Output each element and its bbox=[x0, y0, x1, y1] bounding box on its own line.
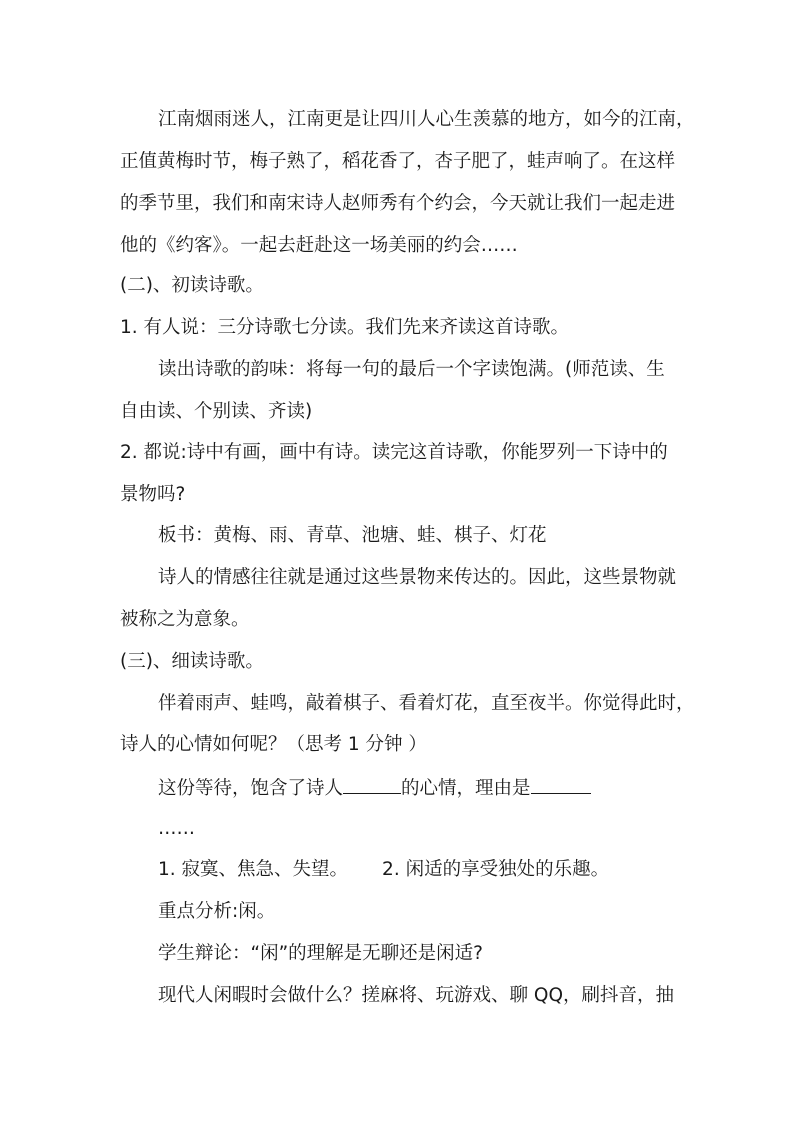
paragraph-line: 诗人的情感往往就是通过这些景物来传达的。因此，这些景物就 bbox=[158, 567, 677, 588]
section-heading: (二)、初读诗歌。 bbox=[120, 275, 264, 296]
fill-in-blank bbox=[343, 775, 401, 794]
paragraph-line: 他的《约客》。一起去赶赴这一场美丽的约会…… bbox=[120, 235, 518, 256]
paragraph-line: 1. 有人说：三分诗歌七分读。我们先来齐读这首诗歌。 bbox=[120, 317, 570, 338]
fill-in-text-1: 这份等待，饱含了诗人 bbox=[158, 778, 344, 799]
fill-in-text-2: 的心情，理由是 bbox=[401, 778, 531, 799]
paragraph-line: 现代人闲暇时会做什么？搓麻将、玩游戏、聊 QQ，刷抖音，抽 bbox=[158, 985, 675, 1006]
paragraph-line: 景物吗? bbox=[120, 484, 186, 505]
paragraph-line: 自由读、个别读、齐读) bbox=[120, 401, 313, 422]
paragraph-line: 江南烟雨迷人，江南更是让四川人心生羡慕的地方，如今的江南， bbox=[158, 109, 695, 130]
fill-in-blank bbox=[531, 775, 591, 794]
options-line bbox=[158, 858, 609, 882]
paragraph-line: 板书：黄梅、雨、青草、池塘、蛙、棋子、灯花 bbox=[158, 525, 547, 546]
option-2: 2. 闲适的享受独处的乐趣。 bbox=[382, 859, 610, 880]
paragraph-line: 读出诗歌的韵味：将每一句的最后一个字读饱满。(师范读、生 bbox=[158, 359, 665, 380]
paragraph-line: 的季节里，我们和南宋诗人赵师秀有个约会，今天就让我们一起走进 bbox=[120, 193, 676, 214]
paragraph-line: 学生辩论：“闲”的理解是无聊还是闲适? bbox=[158, 943, 483, 964]
paragraph-line: …… bbox=[158, 818, 195, 839]
paragraph-line: 伴着雨声、蛙鸣，敲着棋子、看着灯花，直至夜半。你觉得此时， bbox=[158, 693, 695, 714]
paragraph-line: 2. 都说:诗中有画，画中有诗。读完这首诗歌，你能罗列一下诗中的 bbox=[120, 442, 668, 463]
fill-in-line bbox=[158, 775, 591, 801]
option-1: 1. 寂寞、焦急、失望。 bbox=[158, 859, 349, 880]
paragraph-line: 诗人的心情如何呢？（思考 1 分钟 ） bbox=[120, 734, 427, 755]
section-heading: (三)、细读诗歌。 bbox=[120, 651, 264, 672]
paragraph-line: 正值黄梅时节，梅子熟了，稻花香了，杏子肥了，蛙声响了。在这样 bbox=[120, 151, 676, 172]
paragraph-line: 重点分析:闲。 bbox=[158, 901, 276, 922]
paragraph-line: 被称之为意象。 bbox=[120, 609, 250, 630]
